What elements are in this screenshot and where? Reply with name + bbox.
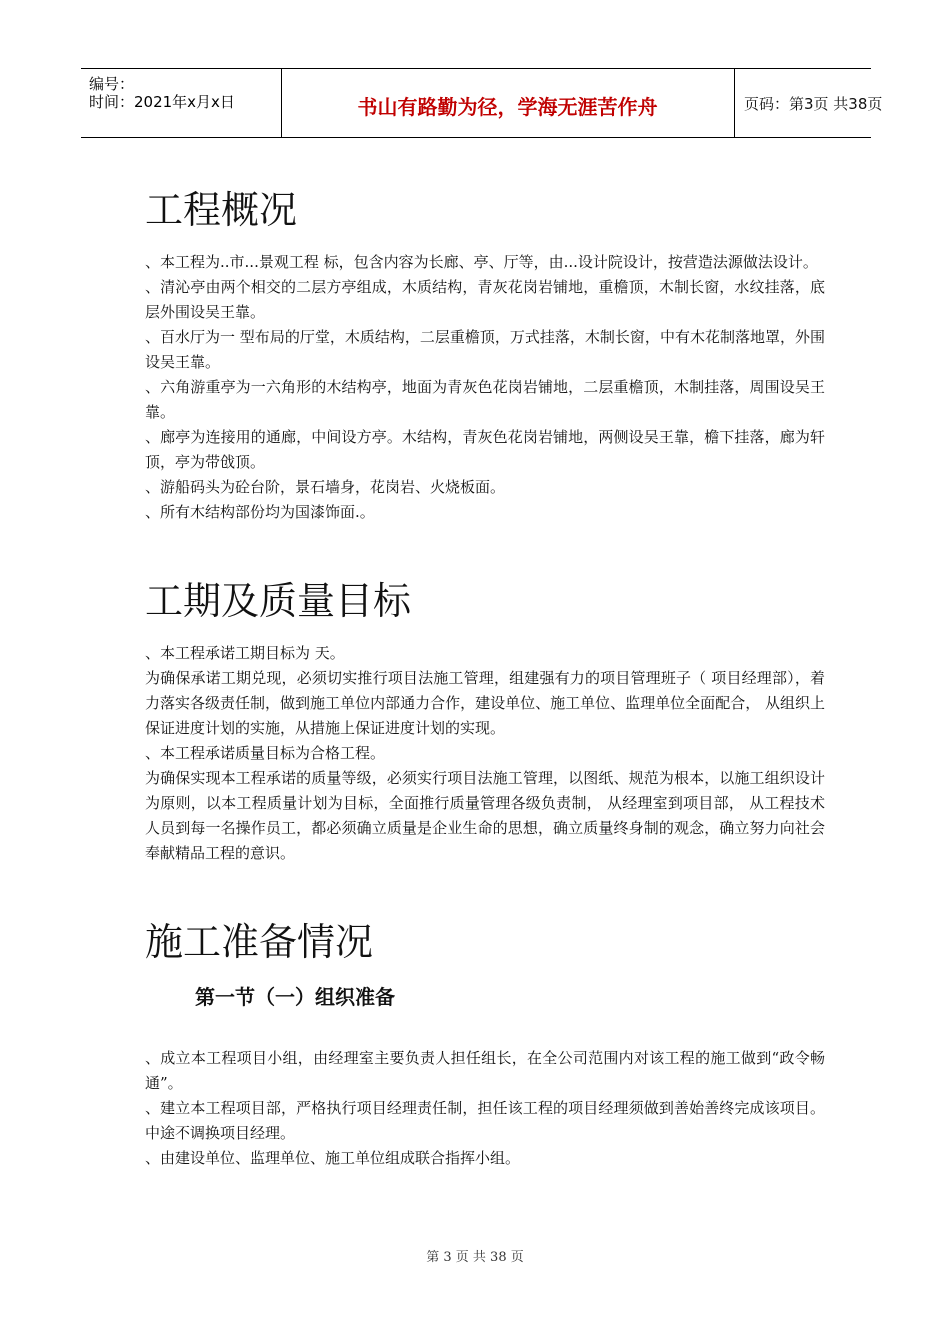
paragraph: 、本工程为..市...景观工程 标，包含内容为长廊、亭、厅等，由...设计院设计，按营造法源做法设计。 bbox=[145, 253, 818, 271]
section-title: 施工准备情况 bbox=[145, 920, 374, 964]
paragraph: 、廊亭为连接用的通廊，中间设方亭。木结构，青灰色花岗岩铺地，两侧设吴王靠，檐下挂落，廊为轩顶，亭为带戗顶。 bbox=[145, 428, 825, 471]
document-date-label: 时间：2021年x月x日 bbox=[89, 93, 235, 111]
paragraph: 、百水厅为一 型布局的厅堂，木质结构，二层重檐顶，万式挂落，木制长窗，中有木花制落地罩，外围设吴王靠。 bbox=[145, 328, 825, 371]
paragraph: 、本工程承诺质量目标为合格工程。 bbox=[145, 744, 386, 762]
paragraph: 、清沁亭由两个相交的二层方亭组成，木质结构，青灰花岗岩铺地，重檐顶，木制长窗，水纹挂落，底层外围设吴王靠。 bbox=[145, 278, 825, 321]
document-number-label: 编号： bbox=[89, 75, 135, 93]
header-motto-cell bbox=[281, 69, 735, 137]
paragraph: 、本工程承诺工期目标为 天。 bbox=[145, 644, 345, 662]
header-info-cell bbox=[81, 69, 282, 137]
section-schedule-quality bbox=[145, 573, 825, 866]
paragraph: 、由建设单位、监理单位、施工单位组成联合指挥小组。 bbox=[145, 1149, 521, 1167]
header-page-cell bbox=[734, 69, 883, 137]
paragraph: 为确保实现本工程承诺的质量等级，必须实行项目法施工管理，以图纸、规范为根本，以施工组织设计为原则，以本工程质量计划为目标，全面推行质量管理各级负责制， 从经理室到项目部， 从工程技术人员到每一名操作员工，都必须确立质量是企业生命的思想，确立质量终身制的观念，确立努力向社会奉献精品工程的意识。 bbox=[145, 769, 825, 862]
section-title: 工程概况 bbox=[145, 188, 298, 232]
section-construction-preparation bbox=[145, 914, 825, 1171]
paragraph: 、六角游重亭为一六角形的木结构亭，地面为青灰色花岗岩铺地，二层重檐顶，木制挂落，周围设吴王靠。 bbox=[145, 378, 825, 421]
page-footer: 第 3 页 共 38 页 bbox=[426, 1250, 524, 1265]
paragraph: 为确保承诺工期兑现，必须切实推行项目法施工管理，组建强有力的项目管理班子（ 项目经理部），着力落实各级责任制，做到施工单位内部通力合作，建设单位、施工单位、监理单位全面配合， 从组织上保证进度计划的实施，从措施上保证进度计划的实现。 bbox=[145, 669, 825, 737]
paragraph: 、成立本工程项目小组，由经理室主要负责人担任组长，在全公司范围内对该工程的施工做到“政令畅通”。 bbox=[145, 1049, 825, 1092]
paragraph: 、建立本工程项目部，严格执行项目经理责任制，担任该工程的项目经理须做到善始善终完成该项目。中途不调换项目经理。 bbox=[145, 1099, 825, 1142]
header-motto: 书山有路勤为径，学海无涯苦作舟 bbox=[357, 95, 658, 119]
section-project-overview bbox=[145, 182, 825, 525]
paragraph: 、游船码头为砼台阶，景石墙身，花岗岩、火烧板面。 bbox=[145, 478, 506, 496]
section-title: 工期及质量目标 bbox=[145, 579, 412, 623]
document-body bbox=[145, 182, 825, 1219]
paragraph: 、所有木结构部份均为国漆饰面.。 bbox=[145, 503, 375, 521]
subsection-title: 第一节（一）组织准备 bbox=[195, 985, 395, 1009]
header-page-code: 页码：第3页 共38页 bbox=[744, 95, 883, 113]
page-header bbox=[81, 68, 883, 138]
